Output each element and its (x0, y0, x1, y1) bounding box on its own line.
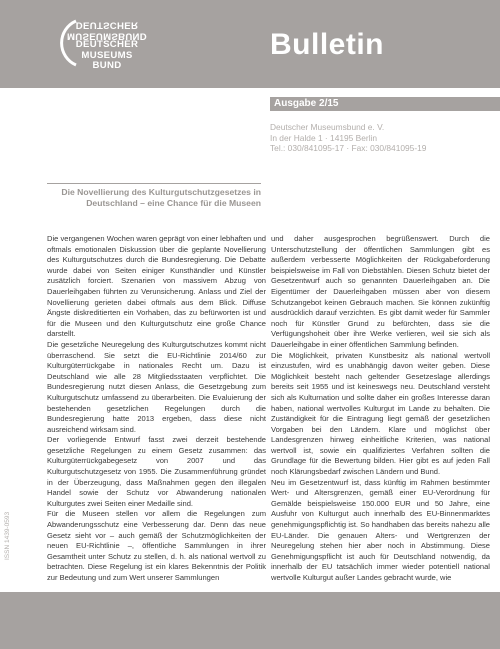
paragraph: Für die Museen stellen vor allem die Regelungen zum Abwanderungsschutz eine Verbesserung dar. Denn das neue Gesetz sieht vor – auch gemäß der Schutzmöglichkeiten der neuen EU-Richtlinie –, öffentliche Sammlungen in ihrer Gesamtheit unter Schutz zu stellen, d. h. als national wertvoll zu betrachten. Diese Regelung ist ein klares Bekenntnis der Politik zur Bedeutung und zum Wert unserer Sammlungen (47, 509, 266, 582)
article-title: Die Novellierung des Kulturgutschutzgesetzes in Deutschland – eine Chance für die Museen (61, 187, 261, 208)
bulletin-title: Bulletin (270, 28, 384, 61)
logo-line-3: DEUTSCHER (75, 39, 139, 51)
address-block (270, 122, 426, 154)
issue-label: Ausgabe 2/15 (274, 98, 339, 109)
address-line-2: In der Halde 1 · 14195 Berlin (270, 132, 378, 143)
address-line-3: Tel.: 030/841095-17 · Fax: 030/841095-19 (270, 143, 427, 154)
header-bar (0, 0, 500, 88)
logo-line-2: MUSEUMSBUND (66, 30, 148, 42)
footer-bar (0, 592, 500, 649)
paragraph: Die Möglichkeit, privaten Kunstbesitz als national wertvoll einzustufen, wird es unabhängig davon weiter geben. Diese Möglichkeit besteht nach geltender Gesetzeslage allerdings bereits seit 1955 und ist keineswegs neu. Deutschland versteht sich als Kulturnation und sollte daher ein großes Interesse daran haben, national wertvolles Kulturgut im Lande zu behalten. Die Zuständigkeit für die Eintragung liegt gemäß der gesetzlichen Vorgaben bei den Ländern. Klare und möglichst über Landesgrenzen hinweg einheitliche Kriterien, was national wertvoll ist, sowie ein qualifiziertes Verfahren sollten die Grundlage für die Bewertung bilden. Hier gibt es auf jeden Fall noch Klärungsbedarf zwischen Ländern und Bund. (271, 350, 490, 477)
museumsbund-logo (46, 17, 156, 72)
article-column-2 (271, 234, 490, 584)
paragraph: Die vergangenen Wochen waren geprägt von einer lebhaften und oftmals emotionalen Diskussion über die geplante Novellierung des Kulturgutschutzes durch die Bundesregierung. Die Debatte wurde dabei von Seiten einiger Kunsthändler und Künstler zusätzlich forciert. Szenarien von massivem Abzug von Dauerleihgaben führten zu Verunsicherung. Anlass und Ziel der Novellierung gerieten dabei oftmals aus dem Blick. Diffuse Ängste diskreditierten ein Vorhaben, das zu befürworten ist und für die Museen und den Kulturgutschutz eine große Chance darstellt. (47, 234, 266, 339)
paragraph: Der vorliegende Entwurf fasst zwei derzeit bestehende gesetzliche Regelungen zu einem Gesetz zusammen: das Kulturgüterrückgabegesetz von 2007 und das Kulturgutschutzgesetz von 1955. Die Zusammenführung gründet in der Überzeugung, dass Maßnahmen gegen den illegalen Handel sowie der Schutz vor Abwanderung nationalen Kulturgutes zwei Seiten einer Medaille sind. (47, 435, 266, 508)
logo-text (62, 19, 152, 72)
logo-line-1: DEUTSCHER (75, 19, 139, 31)
title-divider (47, 183, 261, 184)
issue-bar (270, 97, 500, 111)
paragraph: Neu im Gesetzentwurf ist, dass künftig im Rahmen bestimmter Wert- und Altersgrenzen, gemäß einer EU-Verordnung für Gemälde beispielsweise 150.000 EUR und 50 Jahre, eine Ausfuhr von Kulturgut auch innerhalb des EU-Binnenmarktes genehmigungspflichtig ist. So handhaben das bereits nahezu alle EU-Länder. Die genauen Alters- und Wertgrenzen der Neuregelung stehen hier aber noch in Abstimmung. Diese Genehmigungspflicht ist auch für Deutschland notwendig, da innerhalb der EU tatsächlich immer wieder potentiell national wertvolle Kulturgut außer Landes gebracht wurde, wie (271, 477, 490, 582)
article-column-1 (47, 234, 266, 584)
logo-line-4: MUSEUMS (81, 49, 133, 61)
issn-label: ISSN 1439-0593 (4, 511, 11, 560)
logo-line-5: BUND (92, 60, 122, 72)
address-line-1: Deutscher Museumsbund e. V. (270, 122, 385, 132)
paragraph: und daher ausgesprochen begrüßenswert. Durch die Unterschutzstellung der öffentlichen Sammlungen gibt es außerdem verbesserte Möglichkeiten der Rückgabeforderung beispielsweise im Fall von Diebstählen. Diesen Schutz bietet der Gesetzentwurf auch so genannten Dauerleihgaben an. Die Eigentümer der Dauerleihgaben müssen aber von diesem Schutzangebot keinen Gebrauch machen. Sie können zukünftig ausdrücklich darauf verzichten. Es gibt damit weder für Sammler noch für Künstler Grund zu befürchten, dass sie die Verfügungshoheit über ihre Werke verlieren, weil sie sich als Dauerleihgabe in einer öffentlichen Sammlung befinden. (271, 234, 490, 349)
paragraph: Die gesetzliche Neuregelung des Kulturgutschutzes kommt nicht überraschend. Sie setzt die EU-Richtlinie 2014/60 zur Kulturgüterrückgabe in nationales Recht um. Dazu ist Deutschland wie alle 28 Mitgliedsstaaten verpflichtet. Die Bundesregierung nutzt diesen Anlass, die Gesetzgebung zum Kulturgutschutz umfassend zu überarbeiten. Die Evaluierung der bestehenden gesetzlichen Regelungen durch die Bundesregierung hatte 2013 ergeben, dass diese nicht ausreichend wirksam sind. (47, 339, 266, 434)
